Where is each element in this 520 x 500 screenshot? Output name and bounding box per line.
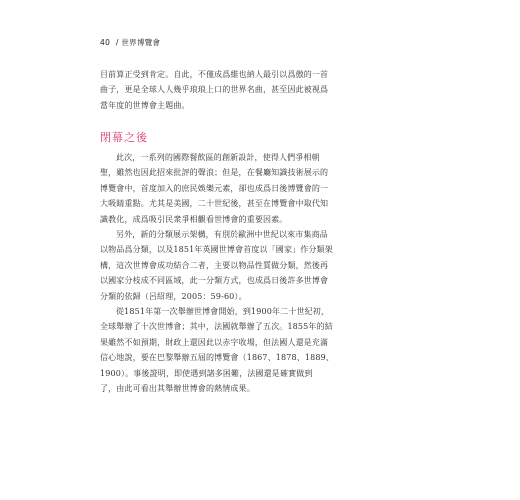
paragraph-3 (100, 304, 422, 396)
text-line: 目前算正受到肯定。自此，不僅成爲維也納人最引以爲傲的一首 (100, 70, 329, 79)
text-line: 果雖然不如預期，財政上還因此以赤字收場，但法國人還是充滿 (100, 337, 329, 347)
page-number: 40 (100, 38, 111, 47)
intro-paragraph (100, 67, 422, 113)
text-line: 從1851年第一次舉辦世博會開始，到1900年二十世紀初， (116, 307, 330, 316)
text-line: 信心地說，要在巴黎舉辦五屆的博覽會（1867、1878、1889、 (100, 353, 335, 363)
section-heading: 閉幕之後 (100, 131, 148, 144)
text-line: 識教化，成爲吸引民衆爭相觀看世博會的重要因素。 (100, 214, 288, 224)
text-line: 了，由此可看出其舉辦世博會的熱情成果。 (100, 383, 255, 393)
text-line: 大吸睛重點。尤其是美國，二十世紀後，甚至在博覽會中取代知 (100, 199, 329, 209)
paragraph-1 (100, 150, 422, 227)
text-line: 此次，一系列的國際餐飲區的創新設計，使得人們爭相朝 (116, 153, 320, 162)
text-line: 構，這次世博會成功結合二者，主要以物品性質做分類，然後再 (100, 260, 329, 270)
text-line: 聖，雖然也因此招來批評的聲浪；但是，在餐廳知識技術展示的 (100, 168, 329, 178)
running-title: / 世界博覽會 (115, 38, 161, 47)
running-head (100, 37, 160, 48)
text-line: 曲子，更是全球人人幾乎琅琅上口的世界名曲，甚至因此被視爲 (100, 85, 329, 95)
text-line: 分類的依歸（呂紹理，2005：59-60）。 (100, 291, 247, 301)
text-line: 博覽會中，首度加入的庶民娛樂元素，卻也成爲日後博覽會的一 (100, 183, 329, 193)
text-line: 1900）。事後證明，即使遇到諸多困難，法國還是確實做到 (100, 368, 313, 378)
text-line: 全球舉辦了十次世博會；其中，法國就舉辦了五次。1855年的結 (100, 322, 333, 332)
text-line: 另外，新的分類展示架構，有別於歐洲中世紀以來市集商品 (116, 230, 328, 239)
text-line: 當年度的世博會主題曲。 (100, 100, 190, 110)
text-line: 以物品爲分類，以及1851年英國世博會首度以「國家」作分類架 (100, 245, 333, 255)
paragraph-2 (100, 227, 422, 304)
text-line: 以國家分枝成不同區域，此一分類方式，也成爲日後許多世博會 (100, 276, 329, 286)
